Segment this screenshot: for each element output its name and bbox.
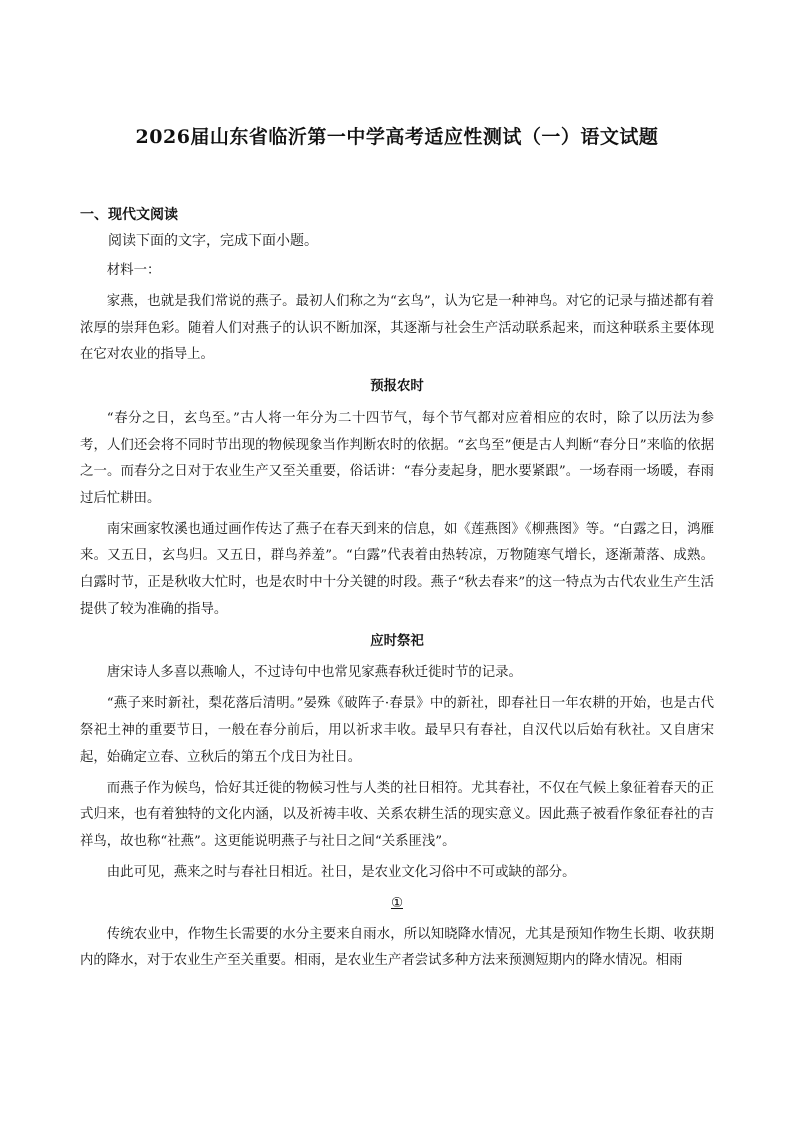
paragraph: 而燕子作为候鸟，恰好其迁徙的物候习性与人类的社日相符。尤其春社，不仅在气候上象征着春天的正式归来，也有着独特的文化内涵，以及祈祷丰收、关系农耕生活的现实意义。因此燕子被看作象征春社的吉祥鸟，故也称“社燕”。这更能说明燕子与社日之间“关系匪浅”。 (80, 780, 714, 849)
section-heading: 一、现代文阅读 (80, 207, 178, 223)
paragraph: “燕子来时新社，梨花落后清明。”晏殊《破阵子·春景》中的新社，即春社日一年农耕的开始，也是古代祭祀土神的重要节日，一般在春分前后，用以祈求丰收。最早只有春社，自汉代以后始有秋社。又自唐宋起，始确定立春、立秋后的第五个戊日为社日。 (80, 696, 714, 765)
paragraph: 由此可见，燕来之时与春社日相近。社日，是农业文化习俗中不可或缺的部分。 (106, 864, 576, 880)
paragraph: “春分之日，玄鸟至。”古人将一年分为二十四节气，每个节气都对应着相应的农时，除了以历法为参考，人们还会将不同时节出现的物候现象当作判断农时的依据。“玄鸟至”便是古人判断“春分日”来临的依据之一。而春分之日对于农业生产又至关重要，俗话讲：“春分麦起身，肥水要紧跟”。一场春雨一场暖，春雨过后忙耕田。 (80, 410, 714, 506)
blank-marker: ① (390, 896, 403, 912)
page-title: 2026届山东省临沂第一中学高考适应性测试（一）语文试题 (135, 126, 659, 148)
material-label: 材料一： (106, 263, 161, 278)
reading-passage (80, 258, 714, 979)
paragraph: 唐宋诗人多喜以燕喻人，不过诗句中也常见家燕春秋迁徙时节的记录。 (106, 665, 522, 681)
subheading-farming-season: 预报农时 (370, 378, 424, 395)
subheading-ritual: 应时祭祀 (370, 632, 424, 649)
instruction-text: 阅读下面的文字，完成下面小题。 (108, 233, 318, 249)
paragraph: 传统农业中，作物生长需要的水分主要来自雨水，所以知晓降水情况，尤其是预知作物生长期、收获期内的降水，对于农业生产至关重要。相雨，是农业生产者尝试多种方法来预测短期内的降水情况。相雨 (80, 926, 714, 969)
paragraph: 家燕，也就是我们常说的燕子。最初人们称之为“玄鸟”，认为它是一种神鸟。对它的记录与描述都有着浓厚的崇拜色彩。随着人们对燕子的认识不断加深，其逐渐与社会生产活动联系起来，而这种联系主要体现在它对农业的指导上。 (80, 294, 714, 363)
blank-subheading (80, 891, 714, 918)
paragraph: 南宋画家牧溪也通过画作传达了燕子在春天到来的信息，如《莲燕图》《柳燕图》等。“白露之日，鸿雁来。又五日，玄鸟归。又五日，群鸟养羞”。“白露”代表着由热转凉，万物随寒气增长，逐渐萧落、成熟。白露时节，正是秋收大忙时，也是农时中十分关键的时段。燕子“秋去春来”的这一特点为古代农业生产生活提供了较为准确的指导。 (80, 521, 714, 617)
